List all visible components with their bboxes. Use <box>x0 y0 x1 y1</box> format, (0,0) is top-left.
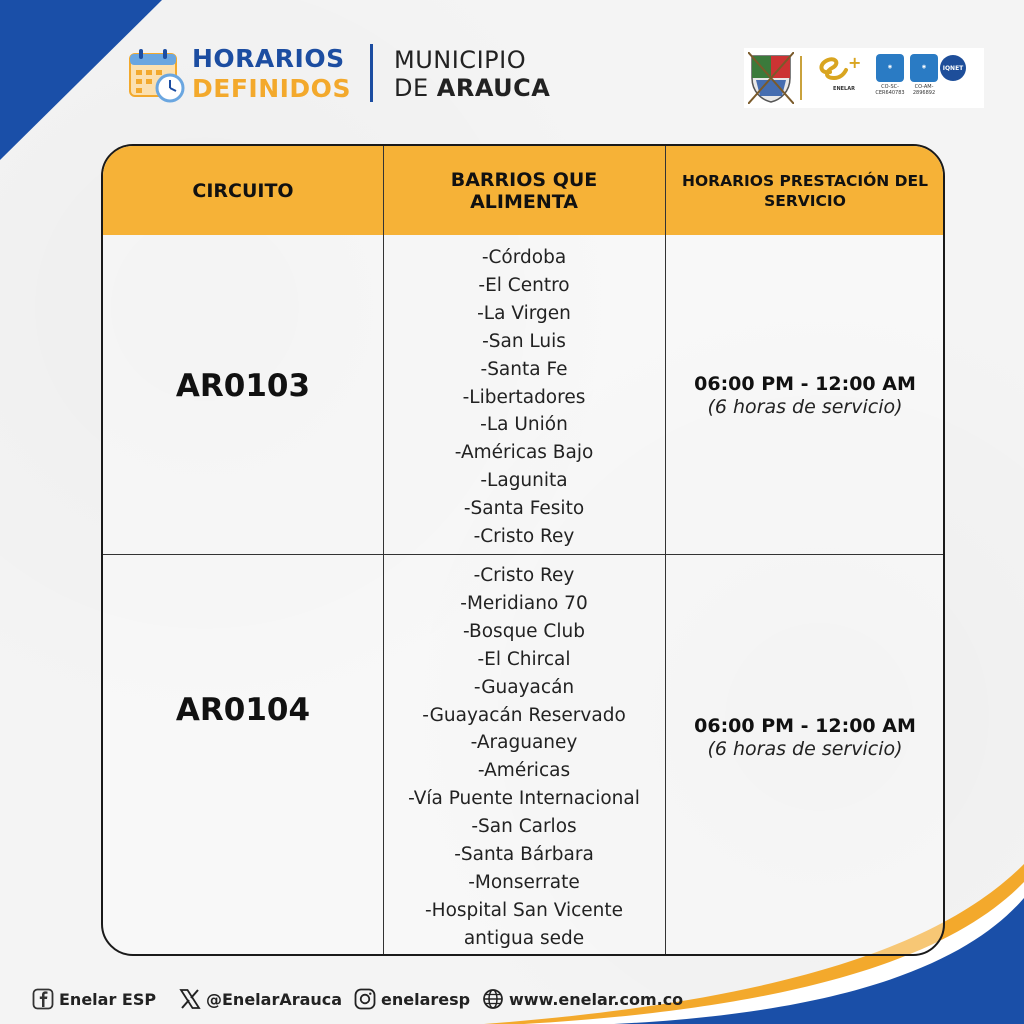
facebook-icon <box>32 988 54 1010</box>
barrio-item: -Bosque Club <box>463 620 585 642</box>
schedule-table <box>101 144 945 956</box>
x-link[interactable] <box>179 986 342 1012</box>
barrio-item: -Américas Bajo <box>454 442 594 464</box>
schedule-cell <box>665 715 945 760</box>
svg-text:+: + <box>848 53 862 72</box>
barrio-item: -Hospital San Vicente <box>424 899 624 921</box>
barrio-item: -Guayacán <box>473 676 575 698</box>
row-divider <box>103 554 943 555</box>
icontec-cert-b: ◉ <box>910 54 938 82</box>
barrio-item: -Meridiano 70 <box>460 592 588 614</box>
partner-logos <box>744 48 984 108</box>
barrio-item: -San Luis <box>482 330 566 352</box>
icontec-cert-a: ◉ <box>876 54 904 82</box>
barrios-list <box>384 244 664 551</box>
municipality-line1: MUNICIPIO <box>394 46 527 74</box>
instagram-handle: enelaresp <box>381 989 471 1009</box>
x-handle: @EnelarArauca <box>206 989 343 1009</box>
barrio-item: -Libertadores <box>462 386 586 408</box>
schedule-cell <box>665 373 945 418</box>
barrio-item: -Américas <box>477 760 571 782</box>
brand-header <box>128 42 568 108</box>
globe-icon <box>482 988 504 1010</box>
barrio-item: -San Carlos <box>471 816 577 838</box>
barrio-item: -El Chircal <box>477 648 571 670</box>
barrios-list <box>384 562 664 953</box>
cert-b-code: CO-AM-2896892 <box>912 84 936 96</box>
barrio-item: -Santa Fesito <box>463 498 585 520</box>
circuit-code: AR0104 <box>175 692 311 728</box>
circuit-code: AR0103 <box>175 368 311 404</box>
schedule-duration: (6 horas de servicio) <box>707 396 903 418</box>
instagram-link[interactable] <box>354 986 470 1012</box>
brand-title-line2: DEFINIDOS <box>192 74 351 103</box>
enelar-logo <box>810 50 868 88</box>
header-circuito: CIRCUITO <box>192 179 294 202</box>
municipality-prefix: DE <box>394 74 437 102</box>
header-horarios <box>665 146 945 235</box>
table-header-row <box>103 146 943 235</box>
schedule-duration: (6 horas de servicio) <box>707 738 903 760</box>
barrio-item: -Guayacán Reservado <box>422 704 626 726</box>
barrio-item: -Araguaney <box>470 732 578 754</box>
barrio-item: -Córdoba <box>481 247 567 268</box>
barrio-item: -Cristo Rey <box>473 526 575 548</box>
facebook-handle: Enelar ESP <box>59 989 157 1009</box>
barrio-item: -Santa Fe <box>480 358 568 380</box>
brand-title-line1: HORARIOS <box>192 44 345 73</box>
arauca-shield-logo <box>748 52 794 104</box>
iqnet-logo: IQNET <box>940 55 966 81</box>
website-link[interactable] <box>482 986 683 1012</box>
column-divider <box>665 146 666 954</box>
barrio-item: antigua sede <box>463 927 585 949</box>
header-horarios-text: HORARIOS PRESTACIÓN DEL SERVICIO <box>682 171 928 210</box>
cert-a-code: CO-SC-CER640783 <box>875 84 905 96</box>
logo-divider <box>800 56 802 100</box>
barrio-item: -Santa Bárbara <box>454 844 594 866</box>
barrio-item: -Monserrate <box>468 871 580 893</box>
instagram-icon <box>354 988 376 1010</box>
barrio-item: -Vía Puente Internacional <box>408 788 640 810</box>
website-url: www.enelar.com.co <box>509 989 684 1009</box>
barrio-item: -La Unión <box>480 414 568 436</box>
calendar-clock-icon <box>128 46 186 104</box>
barrio-item: -El Centro <box>478 274 570 296</box>
enelar-label: ENELAR <box>833 86 855 92</box>
header-barrios <box>384 146 664 235</box>
municipality-name: ARAUCA <box>436 74 551 102</box>
barrio-item: -Cristo Rey <box>473 565 575 586</box>
facebook-link[interactable] <box>32 986 156 1012</box>
x-icon <box>179 988 201 1010</box>
header-barrios-text: BARRIOS QUE ALIMENTA <box>450 168 598 213</box>
schedule-time: 06:00 PM - 12:00 AM <box>694 715 916 737</box>
brand-divider <box>370 44 373 102</box>
barrio-item: -La Virgen <box>477 302 571 324</box>
barrio-item: -Lagunita <box>480 470 568 492</box>
schedule-time: 06:00 PM - 12:00 AM <box>694 373 916 395</box>
municipality-line2 <box>394 74 550 102</box>
